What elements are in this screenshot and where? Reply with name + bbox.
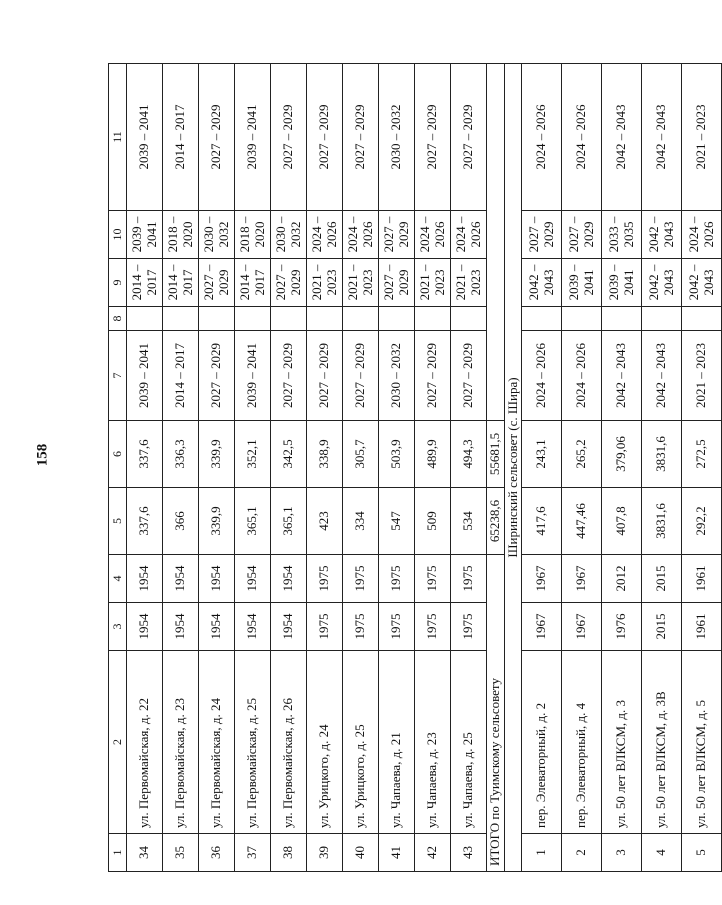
cell-c9-line2: 2041 [580, 269, 596, 296]
cell-c9-line1: 2014 – [128, 264, 144, 301]
cell-n: 35 [163, 834, 199, 872]
cell-n: 3 [602, 834, 642, 872]
cell-c3: 2015 [642, 603, 682, 651]
cell-c10-line2: 2026 [323, 221, 339, 248]
rotated-table-wrapper [108, 64, 716, 872]
cell-addr: ул. Первомайская, д. 22 [127, 651, 163, 834]
header-row [109, 64, 127, 872]
cell-c3: 1954 [235, 603, 271, 651]
cell-c9-line2: 2023 [431, 269, 447, 296]
cell-c9 [127, 259, 163, 307]
cell-c9-line1: 2021 – [344, 264, 360, 301]
cell-addr: ул. Чапаева, д. 23 [415, 651, 451, 834]
cell-c4: 1967 [562, 555, 602, 603]
cell-c9 [522, 259, 562, 307]
cell-c6: 272,5 [682, 421, 722, 488]
cell-c11: 2024 – 2026 [562, 64, 602, 211]
header-cell: 7 [109, 331, 127, 421]
cell-c11: 2027 – 2029 [271, 64, 307, 211]
cell-n: 43 [451, 834, 487, 872]
cell-addr: ул. Первомайская, д. 26 [271, 651, 307, 834]
cell-c9-line1: 2027 – [380, 264, 396, 301]
cell-c5: 3831,6 [642, 488, 682, 555]
cell-c9-line2: 2029 [395, 269, 411, 296]
cell-addr: ул. Урицкого, д. 24 [307, 651, 343, 834]
cell-c9 [602, 259, 642, 307]
cell-c9-line1: 2027 – [200, 264, 216, 301]
cell-c10 [343, 211, 379, 259]
cell-c10 [235, 211, 271, 259]
cell-c3: 1975 [343, 603, 379, 651]
cell-c5: 334 [343, 488, 379, 555]
cell-c9-line2: 2043 [700, 269, 716, 296]
cell-c4: 1954 [235, 555, 271, 603]
cell-c8 [127, 307, 163, 331]
cell-n: 38 [271, 834, 307, 872]
cell-c9-line1: 2042 – [525, 264, 541, 301]
table-row [642, 64, 682, 872]
cell-c9 [415, 259, 451, 307]
cell-c4: 1975 [379, 555, 415, 603]
cell-c6: 243,1 [522, 421, 562, 488]
cell-c10-line1: 2024 – [416, 216, 432, 253]
cell-c5: 423 [307, 488, 343, 555]
cell-c9-line1: 2042 – [645, 264, 661, 301]
cell-c4: 1975 [451, 555, 487, 603]
cell-c8 [271, 307, 307, 331]
cell-c9-line2: 2029 [287, 269, 303, 296]
cell-c5: 292,2 [682, 488, 722, 555]
total-c6: 55681,5 [487, 421, 505, 488]
cell-c9-line2: 2043 [660, 269, 676, 296]
cell-c3: 1975 [415, 603, 451, 651]
cell-c6: 339,9 [199, 421, 235, 488]
total-label: ИТОГО по Туимскому сельсовету [487, 555, 505, 872]
table-row [415, 64, 451, 872]
header-cell: 1 [109, 834, 127, 872]
cell-c8 [602, 307, 642, 331]
cell-c10 [163, 211, 199, 259]
page-number: 158 [34, 443, 51, 467]
table-row [562, 64, 602, 872]
cell-c10 [199, 211, 235, 259]
cell-c4: 1975 [307, 555, 343, 603]
header-cell: 9 [109, 259, 127, 307]
cell-c6: 336,3 [163, 421, 199, 488]
cell-c7: 2039 – 2041 [235, 331, 271, 421]
cell-c9 [343, 259, 379, 307]
cell-c4: 1967 [522, 555, 562, 603]
cell-c10-line2: 2026 [431, 221, 447, 248]
header-cell: 2 [109, 651, 127, 834]
cell-c10 [642, 211, 682, 259]
cell-c10-line1: 2018 – [236, 216, 252, 253]
cell-c11: 2024 – 2026 [522, 64, 562, 211]
cell-c9 [451, 259, 487, 307]
cell-n: 41 [379, 834, 415, 872]
cell-addr: ул. Чапаева, д. 25 [451, 651, 487, 834]
cell-c10-line1: 2033 – [605, 216, 621, 253]
section-row [505, 64, 522, 872]
cell-c6: 265,2 [562, 421, 602, 488]
cell-c3: 1967 [522, 603, 562, 651]
cell-c11: 2027 – 2029 [451, 64, 487, 211]
cell-c4: 1975 [343, 555, 379, 603]
cell-n: 39 [307, 834, 343, 872]
cell-addr: ул. 50 лет ВЛКСМ, д. 3В [642, 651, 682, 834]
cell-c9 [199, 259, 235, 307]
cell-c5: 339,9 [199, 488, 235, 555]
table-row [602, 64, 642, 872]
cell-c9 [307, 259, 343, 307]
cell-c10-line1: 2039 – [128, 216, 144, 253]
cell-c8 [562, 307, 602, 331]
cell-c9-line2: 2023 [359, 269, 375, 296]
cell-c7: 2039 – 2041 [127, 331, 163, 421]
cell-c3: 1975 [379, 603, 415, 651]
header-cell: 5 [109, 488, 127, 555]
cell-c10-line2: 2029 [395, 221, 411, 248]
cell-c6: 503,9 [379, 421, 415, 488]
cell-c7: 2027 – 2029 [271, 331, 307, 421]
cell-c9-line1: 2021 – [308, 264, 324, 301]
cell-c9 [642, 259, 682, 307]
cell-c10 [307, 211, 343, 259]
cell-addr: ул. Первомайская, д. 24 [199, 651, 235, 834]
cell-c10 [562, 211, 602, 259]
cell-c10 [379, 211, 415, 259]
cell-c8 [522, 307, 562, 331]
cell-c3: 1954 [271, 603, 307, 651]
cell-c5: 365,1 [235, 488, 271, 555]
cell-c11: 2027 – 2029 [343, 64, 379, 211]
cell-c10-line2: 2032 [215, 221, 231, 248]
cell-c6: 338,9 [307, 421, 343, 488]
cell-c9-line1: 2027 – [272, 264, 288, 301]
cell-c11: 2027 – 2029 [307, 64, 343, 211]
cell-c10 [127, 211, 163, 259]
cell-c10-line2: 2020 [179, 221, 195, 248]
table-row [271, 64, 307, 872]
table-row [235, 64, 271, 872]
cell-c6: 352,1 [235, 421, 271, 488]
cell-n: 4 [642, 834, 682, 872]
cell-c8 [199, 307, 235, 331]
cell-c6: 305,7 [343, 421, 379, 488]
cell-c7: 2030 – 2032 [379, 331, 415, 421]
cell-c10-line2: 2032 [287, 221, 303, 248]
cell-addr: ул. Первомайская, д. 23 [163, 651, 199, 834]
cell-c9-line2: 2023 [467, 269, 483, 296]
cell-c3: 1961 [682, 603, 722, 651]
cell-n: 36 [199, 834, 235, 872]
cell-c11: 2021 – 2023 [682, 64, 722, 211]
cell-c11: 2042 – 2043 [602, 64, 642, 211]
cell-c7: 2024 – 2026 [522, 331, 562, 421]
cell-n: 2 [562, 834, 602, 872]
cell-c3: 1967 [562, 603, 602, 651]
cell-c3: 1975 [307, 603, 343, 651]
cell-c10 [415, 211, 451, 259]
cell-c5: 447,46 [562, 488, 602, 555]
cell-n: 42 [415, 834, 451, 872]
cell-c7: 2027 – 2029 [451, 331, 487, 421]
table-row [307, 64, 343, 872]
cell-addr: ул. Урицкого, д. 25 [343, 651, 379, 834]
cell-c5: 366 [163, 488, 199, 555]
cell-c8 [163, 307, 199, 331]
cell-c9-line1: 2014 – [236, 264, 252, 301]
table-row [451, 64, 487, 872]
cell-c5: 509 [415, 488, 451, 555]
cell-c4: 1961 [682, 555, 722, 603]
cell-c8 [307, 307, 343, 331]
cell-c4: 1975 [415, 555, 451, 603]
cell-c5: 407,8 [602, 488, 642, 555]
cell-c8 [235, 307, 271, 331]
cell-c8 [682, 307, 722, 331]
cell-c6: 342,5 [271, 421, 307, 488]
cell-c5: 417,6 [522, 488, 562, 555]
cell-c9-line2: 2023 [323, 269, 339, 296]
cell-c5: 365,1 [271, 488, 307, 555]
cell-c10-line2: 2026 [467, 221, 483, 248]
cell-c4: 1954 [163, 555, 199, 603]
cell-c8 [415, 307, 451, 331]
table-row [379, 64, 415, 872]
cell-c3: 1954 [199, 603, 235, 651]
cell-c10 [451, 211, 487, 259]
cell-c9-line1: 2021 – [452, 264, 468, 301]
total-row [487, 64, 505, 872]
cell-c11: 2027 – 2029 [415, 64, 451, 211]
cell-n: 34 [127, 834, 163, 872]
cell-c10-line1: 2042 – [645, 216, 661, 253]
cell-c4: 1954 [271, 555, 307, 603]
cell-c9 [682, 259, 722, 307]
cell-c10 [522, 211, 562, 259]
cell-c9-line1: 2039 – [605, 264, 621, 301]
total-empty [487, 64, 505, 421]
cell-c7: 2027 – 2029 [343, 331, 379, 421]
cell-c11: 2014 – 2017 [163, 64, 199, 211]
header-cell: 10 [109, 211, 127, 259]
cell-c7: 2027 – 2029 [415, 331, 451, 421]
table-row [199, 64, 235, 872]
cell-c5: 534 [451, 488, 487, 555]
header-cell: 11 [109, 64, 127, 211]
cell-addr: ул. 50 лет ВЛКСМ, д. 5 [682, 651, 722, 834]
cell-c9-line2: 2041 [620, 269, 636, 296]
cell-c9-line1: 2021 – [416, 264, 432, 301]
cell-c10-line2: 2043 [660, 221, 676, 248]
cell-c10-line1: 2024 – [344, 216, 360, 253]
data-table [108, 63, 722, 872]
cell-c3: 1975 [451, 603, 487, 651]
cell-addr: ул. Первомайская, д. 25 [235, 651, 271, 834]
cell-c10-line2: 2029 [540, 221, 556, 248]
header-cell: 6 [109, 421, 127, 488]
cell-c6: 3831,6 [642, 421, 682, 488]
section-title: Ширинский сельсовет (с. Шира) [505, 64, 522, 872]
cell-c10-line2: 2035 [620, 221, 636, 248]
table-row [522, 64, 562, 872]
cell-c10-line1: 2027 – [380, 216, 396, 253]
cell-c4: 1954 [199, 555, 235, 603]
cell-c10-line2: 2029 [580, 221, 596, 248]
cell-c10 [602, 211, 642, 259]
cell-c6: 379,06 [602, 421, 642, 488]
header-cell: 4 [109, 555, 127, 603]
cell-c9-line2: 2017 [143, 269, 159, 296]
cell-c10-line1: 2024 – [308, 216, 324, 253]
cell-addr: пер. Элеваторный, д. 2 [522, 651, 562, 834]
cell-c10-line2: 2041 [143, 221, 159, 248]
cell-c4: 2015 [642, 555, 682, 603]
cell-c7: 2024 – 2026 [562, 331, 602, 421]
cell-addr: ул. 50 лет ВЛКСМ, д. 3 [602, 651, 642, 834]
cell-c9-line2: 2017 [179, 269, 195, 296]
cell-c10-line2: 2026 [359, 221, 375, 248]
cell-c8 [343, 307, 379, 331]
cell-c11: 2030 – 2032 [379, 64, 415, 211]
cell-c9 [235, 259, 271, 307]
cell-c11: 2027 – 2029 [199, 64, 235, 211]
cell-c4: 1954 [127, 555, 163, 603]
cell-c9-line2: 2043 [540, 269, 556, 296]
cell-c9-line1: 2042 – [685, 264, 701, 301]
cell-c9 [163, 259, 199, 307]
cell-c4: 2012 [602, 555, 642, 603]
cell-c10-line2: 2026 [700, 221, 716, 248]
table-row [682, 64, 722, 872]
cell-c5: 547 [379, 488, 415, 555]
cell-c9 [379, 259, 415, 307]
cell-c7: 2014 – 2017 [163, 331, 199, 421]
header-cell: 8 [109, 307, 127, 331]
cell-c9-line2: 2017 [251, 269, 267, 296]
cell-n: 5 [682, 834, 722, 872]
table-row [127, 64, 163, 872]
cell-c6: 489,9 [415, 421, 451, 488]
cell-c3: 1954 [163, 603, 199, 651]
cell-c10-line1: 2030 – [200, 216, 216, 253]
cell-c5: 337,6 [127, 488, 163, 555]
cell-c10 [271, 211, 307, 259]
cell-c11: 2039 – 2041 [127, 64, 163, 211]
header-cell: 3 [109, 603, 127, 651]
cell-c11: 2039 – 2041 [235, 64, 271, 211]
cell-n: 1 [522, 834, 562, 872]
cell-c7: 2042 – 2043 [642, 331, 682, 421]
cell-c7: 2027 – 2029 [199, 331, 235, 421]
cell-c10-line1: 2024 – [452, 216, 468, 253]
cell-c3: 1976 [602, 603, 642, 651]
cell-n: 37 [235, 834, 271, 872]
table-row [343, 64, 379, 872]
total-c5: 65238,6 [487, 488, 505, 555]
cell-n: 40 [343, 834, 379, 872]
cell-c10-line1: 2018 – [164, 216, 180, 253]
table-row [163, 64, 199, 872]
cell-c11: 2042 – 2043 [642, 64, 682, 211]
cell-c7: 2027 – 2029 [307, 331, 343, 421]
cell-c6: 337,6 [127, 421, 163, 488]
cell-c9-line1: 2039 – [565, 264, 581, 301]
cell-c8 [379, 307, 415, 331]
cell-addr: ул. Чапаева, д. 21 [379, 651, 415, 834]
cell-c7: 2042 – 2043 [602, 331, 642, 421]
cell-c8 [451, 307, 487, 331]
cell-c9 [271, 259, 307, 307]
cell-c10-line2: 2020 [251, 221, 267, 248]
cell-c10-line1: 2030 – [272, 216, 288, 253]
cell-c10-line1: 2027 – [565, 216, 581, 253]
cell-c8 [642, 307, 682, 331]
cell-c3: 1954 [127, 603, 163, 651]
cell-c7: 2021 – 2023 [682, 331, 722, 421]
cell-c9 [562, 259, 602, 307]
cell-c6: 494,3 [451, 421, 487, 488]
cell-c9-line2: 2029 [215, 269, 231, 296]
cell-addr: пер. Элеваторный, д. 4 [562, 651, 602, 834]
cell-c10-line1: 2027 – [525, 216, 541, 253]
cell-c10 [682, 211, 722, 259]
cell-c10-line1: 2024 – [685, 216, 701, 253]
cell-c9-line1: 2014 – [164, 264, 180, 301]
